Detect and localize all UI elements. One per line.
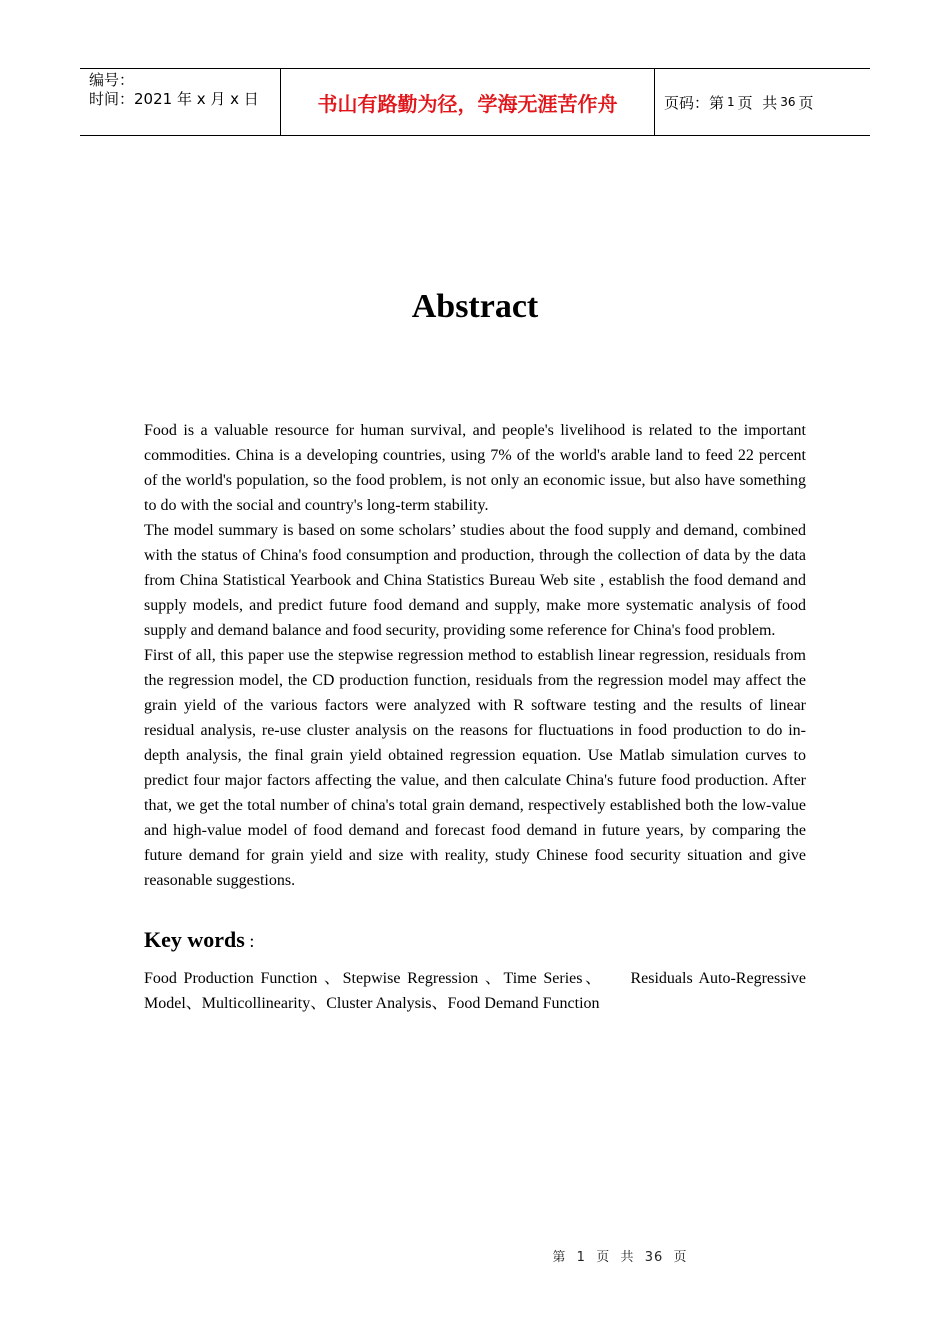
page-info-mid: 页 共 xyxy=(737,93,778,112)
keywords-list: Food Production Function 、Stepwise Regression 、Time Series、 Residuals Auto-Regressive Model、Multicollinearity、Cluster Analysis、Food Demand Function xyxy=(144,970,810,1012)
abstract-paragraph: The model summary is based on some scholars’ studies about the food supply and demand, combined with the status of China's food consumption and production, through the collection of data by the data from China Statistical Yearbook and China Statistics Bureau Web site , establish the food demand and supply models, and predict future food demand and supply, make more systematic analysis of food supply and demand balance and food security, providing some reference for China's food problem. xyxy=(144,522,806,639)
keywords-heading-colon: : xyxy=(244,931,255,951)
page-footer: 第 1 页 共 36 页 xyxy=(552,1250,688,1265)
keywords-heading xyxy=(144,927,254,953)
document-title: Abstract xyxy=(411,288,539,325)
abstract-paragraph: Food is a valuable resource for human survival, and people's livelihood is related to the important commodities. China is a developing countries, using 7% of the world's arable land to feed 22 percent of the world's population, so the food problem, is not only an economic issue, but also have something to do with the social and country's long-term stability. xyxy=(144,422,806,514)
page-info-suffix: 页 xyxy=(798,93,814,112)
document-number-label: 编号： xyxy=(89,71,135,89)
keywords-heading-label: Key words xyxy=(144,927,245,952)
header-page-info-cell xyxy=(655,69,870,135)
page-info-total: 36 xyxy=(780,95,796,109)
document-date-label: 时间：2021 年 x 月 x 日 xyxy=(89,90,259,108)
abstract-paragraph: First of all, this paper use the stepwise regression method to establish linear regression, residuals from the regression model, the CD production function, residuals from the regression model may affect the grain yield of the various factors were analyzed with R software testing and the results of linear residual analysis, re-use cluster analysis on the reasons for fluctuations in food production to do in-depth analysis, the final grain yield obtained regression equation. Use Matlab simulation curves to predict four major factors affecting the value, and then calculate China's future food production. After that, we get the total number of china's total grain demand, respectively established both the low-value and high-value model of food demand and forecast food demand in future years, by comparing the future demand for grain yield and size with reality, study Chinese food security situation and give reasonable suggestions. xyxy=(144,647,806,889)
header-motto: 书山有路勤为径，学海无涯苦作舟 xyxy=(317,91,618,116)
page-header xyxy=(80,68,870,136)
header-motto-cell xyxy=(281,69,655,135)
page-info-prefix: 页码：第 xyxy=(664,93,725,112)
abstract-body xyxy=(144,418,806,893)
page-info-current: 1 xyxy=(727,95,735,109)
header-meta-cell xyxy=(80,69,281,135)
